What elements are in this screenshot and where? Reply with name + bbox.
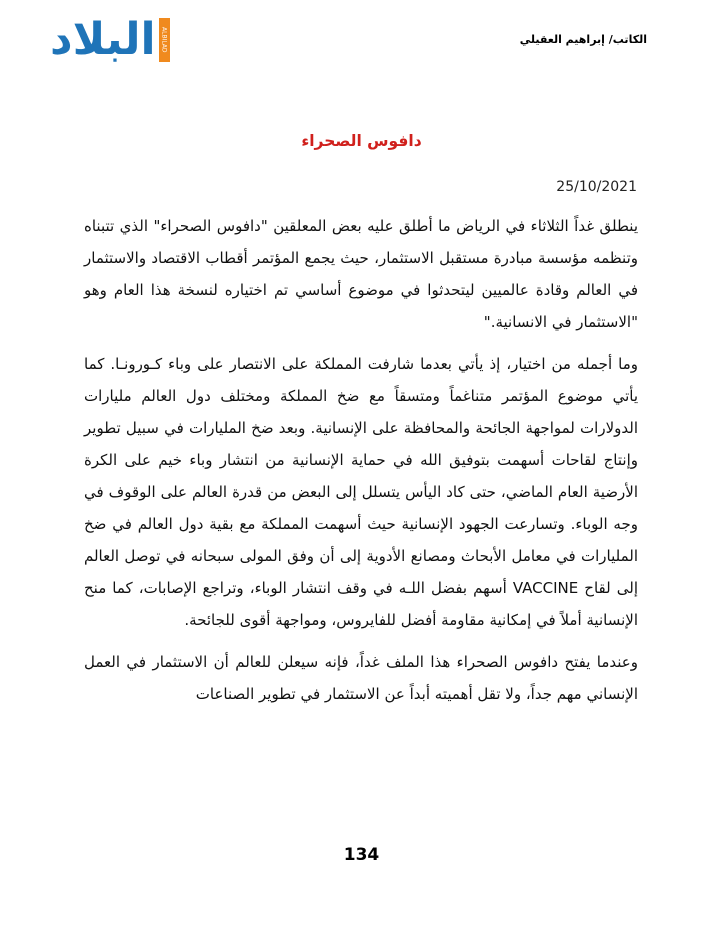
- logo-text: البلاد: [50, 14, 156, 65]
- paragraph: وعندما يفتح دافوس الصحراء هذا الملف غداً، فإنه سيعلن للعالم أن الاستثمار في العمل الإنساني مهم جداً، ولا تقل أهميته أبداً عن الاستثمار في تطوير الصناعات: [84, 653, 638, 703]
- paragraph: وما أجمله من اختيار، إذ يأتي بعدما شارفت المملكة على الانتصار على وباء كـورونـا. كما يأتي موضوع المؤتمر متناغماً ومتسقاً مع ضخ المملكة ومختلف دول العالم مليارات الدولارات لمواجهة الجائحة والمحافظة على الإنسانية. وبعد ضخ المليارات في سبيل تطوير وإنتاج لقاحات أسهمت بتوفيق الله في حماية الإنسانية من انتشار وباء خيم على الكرة الأرضية العام الماضي، حتى كاد اليأس يتسلل إلى البعض من قدرة العالم على الوقوف في وجه الوباء. وتسارعت الجهود الإنسانية حيث أسهمت المملكة مع بقية دول العالم في ضخ المليارات في معامل الأبحاث ومصانع الأدوية إلى أن وفق المولى سبحانه في توصل العالم إلى لقاح VACCINE أسهم بفضل اللـه في وقف انتشار الوباء، وتراجع الإصابات، كما منح الإنسانية أملاً في إمكانية مقاومة أفضل للفايروس، ومواجهة أقوى للجائحة.: [84, 355, 639, 629]
- paragraph: ينطلق غداً الثلاثاء في الرياض ما أطلق عليه بعض المعلقين "دافوس الصحراء" الذي تتبناه وتنظمه مؤسسة مبادرة مستقبل الاستثمار، حيث يجمع المؤتمر أقطاب الاقتصاد والاستثمار في العالم وقادة عالميين ليتحدثوا في موضوع أساسي تم اختياره لنسخة هذا العام وهو "الاستثمار في الانسانية.": [84, 217, 638, 331]
- article-title: دافوس الصحراء: [301, 132, 422, 150]
- author-line: الكاتب/ إبراهيم العقيلي: [519, 33, 647, 46]
- article-date: 25/10/2021: [556, 179, 637, 195]
- article-body: [84, 210, 638, 720]
- logo-tagline: ALBILAD: [159, 18, 170, 62]
- page-number: 134: [343, 845, 380, 865]
- logo: [50, 14, 170, 66]
